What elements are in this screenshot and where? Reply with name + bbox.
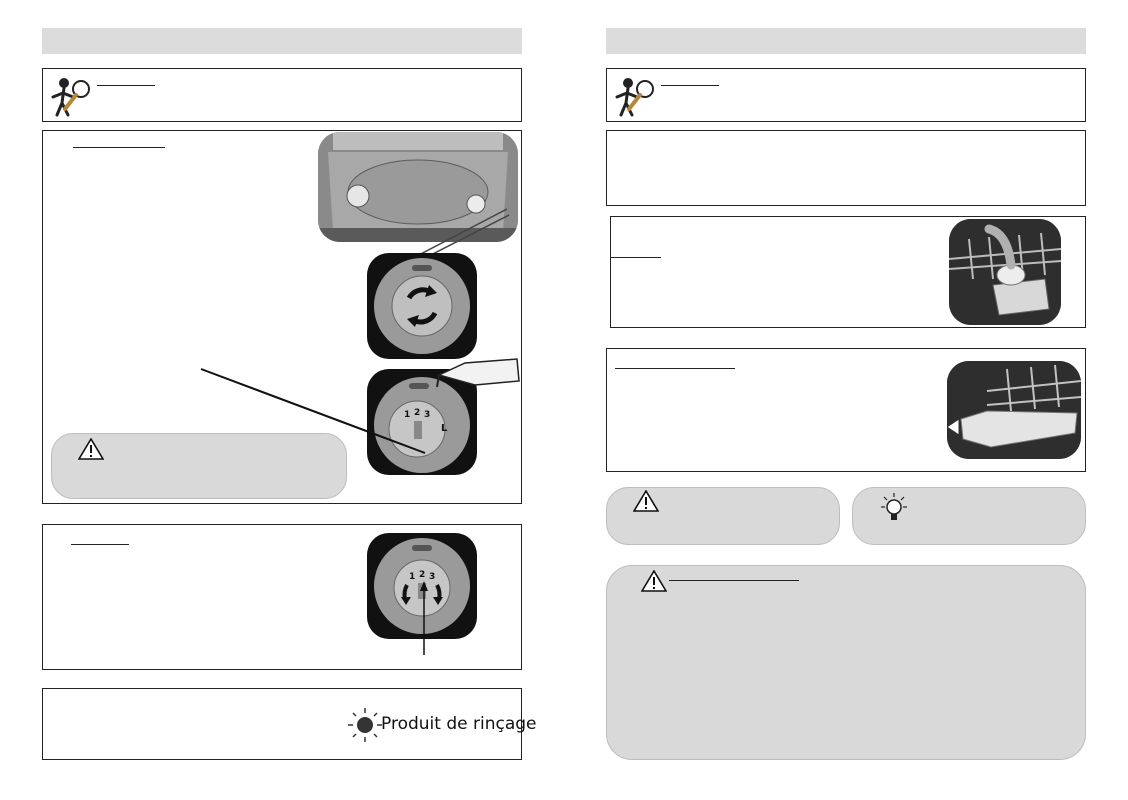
cap-rotation-drawing (367, 253, 477, 359)
right-page-header-bar (606, 28, 1086, 54)
right-intro-heading-underline (661, 85, 719, 86)
warning-triangle-icon (633, 490, 659, 512)
rinse-aid-indicator-box (42, 688, 537, 760)
dispenser-heading-underline (615, 368, 735, 369)
rinse-aid-cap-photo (367, 253, 477, 359)
left-intro-box (42, 68, 522, 122)
detergent-box (610, 216, 1086, 328)
callout-line (403, 201, 513, 261)
dial-number-2: 2 (414, 408, 421, 418)
indicator-label: Produit de rinçage (381, 714, 537, 734)
dosage-adjust-box (42, 524, 522, 670)
bottle-icon (435, 355, 521, 395)
intro-heading-underline (97, 85, 155, 86)
left-page-header-bar (42, 28, 522, 54)
dosage-number-3: 3 (429, 572, 436, 582)
rinse-aid-filling-box (42, 130, 522, 504)
adjust-heading-underline (71, 544, 129, 545)
magnifier-person-icon (49, 75, 93, 117)
section-heading-underline (73, 147, 165, 148)
dispenser-drawing (947, 361, 1081, 459)
dial-level-letter: L (441, 423, 448, 434)
filling-warning-panel (51, 433, 347, 499)
warning-triangle-icon (78, 438, 104, 460)
dial-number-3: 3 (424, 410, 431, 420)
dosage-number-2: 2 (419, 570, 426, 580)
right-intro-box (606, 68, 1086, 122)
dispenser-photo (947, 361, 1081, 459)
dispenser-box (606, 348, 1086, 472)
large-warning-panel (606, 565, 1086, 760)
right-warning-panel (606, 487, 840, 545)
detergent-heading-underline (611, 257, 661, 258)
dial-number-1: 1 (404, 410, 411, 420)
lightbulb-icon (877, 492, 911, 528)
indicator-light-icon (347, 707, 383, 743)
tip-panel (852, 487, 1086, 545)
detergent-cap-photo (949, 219, 1061, 325)
large-warning-heading-underline (669, 580, 799, 581)
magnifier-person-icon (613, 75, 657, 117)
detergent-cap-drawing (949, 219, 1061, 325)
dosage-pointer-arrow (417, 581, 431, 657)
dosage-number-1: 1 (409, 572, 416, 582)
right-text-box (606, 130, 1086, 206)
warning-triangle-icon (641, 570, 667, 592)
